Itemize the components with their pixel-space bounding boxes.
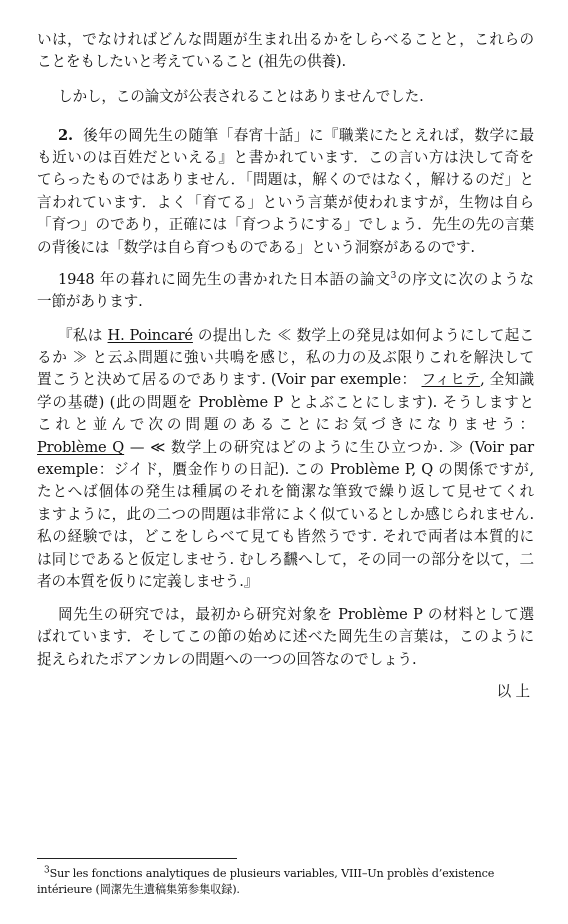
quote-text-1b: の提出した ≪ 数学上の発見は如何ようにして起こ [197,327,534,344]
quote-line-6 [37,438,534,458]
section-2-line-3: てらったものではありません．「問題は，解くのではなく，解けるのだ」と [37,171,534,188]
quote-line-9: ますように，此の二つの問題は非常によく似ているとしか感じられません. [37,506,534,523]
quote-line-8: たとへば個体の発生は種属のそれを簡潔な筆致で繰り返して見せてくれ [37,483,534,500]
end-mark: 以 上 [496,683,530,700]
unpublished-paragraph: しかし，この論文が公表されることはありませんでした. [58,88,424,105]
quote-line-2: るか ≫ と云ふ問題に強い共鳴を感じ，私の力の及ぶ限りこれを解決して [37,349,534,366]
intro-line-1: いは，でなければどんな問題が生まれ出るかをしらべることと，これらの [37,31,534,48]
final-line-3: 捉えられたポアンカレの問題への一つの回答なのでしょう. [37,651,417,668]
para-1948-line-2: 一節があります. [37,293,143,310]
intro-line-2: ことをもしたいと考えていること (祖先の供養). [37,53,346,70]
quote-line-4: 学の基礎) (此の問題を Problème P とよぶことにします). そうしますと [37,394,534,411]
poincare-name: H. Poincaré [107,327,193,344]
section-2-text-1: 後年の岡先生の随筆「春宵十話」に『職業にたとえれば，数学に最 [83,127,534,144]
section-2-line-6: の背後には「数学は自ら育つものである」という洞察があるのです. [37,239,475,256]
quote-line-3 [37,370,534,390]
quote-text-3a: 置こうと決めて居るのであります. (Voir par exemple： [37,371,417,388]
fichte-name: フィヒテ [421,371,481,388]
quote-text-1a: 『私は [58,327,103,344]
section-2-line-4: 言われています．よく「育てる」という言葉が使われますが，生物は自ら [37,194,534,211]
footnote-line-1 [44,866,534,882]
footnote-marker: 3 [44,865,50,876]
para-1948-text-post: の序文に次のような [396,271,534,288]
final-line-2: ばれています．そしてこの節の始めに述べた岡先生の言葉は，このように [37,628,534,645]
section-number: 2. [58,127,73,144]
quote-line-11: は同じであると仮定しませう. むしろ飜へして，その同一の部分を以て，二 [37,551,534,568]
footnote-ref: 3 [390,271,397,282]
section-2-line-5: 「育つ」のであり，正確には「育つようにする」でしょう．先生の先の言葉 [37,216,534,233]
footnote-line-2: intérieure (岡潔先生遺稿集第参集収録). [37,883,240,896]
quote-line-7: exemple：ジイド，贋金作りの日記). この Problème P, Q の関係ですが, [37,461,534,478]
para-1948-line-1 [58,270,534,290]
quote-text-6: — ≪ 数学上の研究はどのように生ひ立つか. ≫ (Voir par [129,439,535,456]
footnote-text-1: Sur les fonctions analytiques de plusieurs variables, VIII–Un problès d’existence [49,867,495,880]
para-1948-text-pre: 1948 年の暮れに岡先生の書かれた日本語の論文 [58,271,391,288]
problem-q-label: Problème Q [37,439,125,456]
final-line-1: 岡先生の研究では，最初から研究対象を Problème P の材料として選 [58,606,534,623]
quote-line-1 [58,326,534,346]
quote-line-10: 私の経験では，どこをしらべて見ても皆然うです. それで両者は本質的に [37,528,534,545]
quote-line-12: 者の本質を仮りに定義しませう.』 [37,573,259,590]
section-2-line-2: も近いのは百姓だといえる』と書かれています．この言い方は決して奇を [37,149,534,166]
footnote-rule [37,858,237,859]
quote-line-5: これと並んで次の問題のあることにお気づきになりませう： [37,416,534,433]
quote-text-3b: , 全知識 [480,371,534,388]
section-2-line-1 [58,126,534,146]
